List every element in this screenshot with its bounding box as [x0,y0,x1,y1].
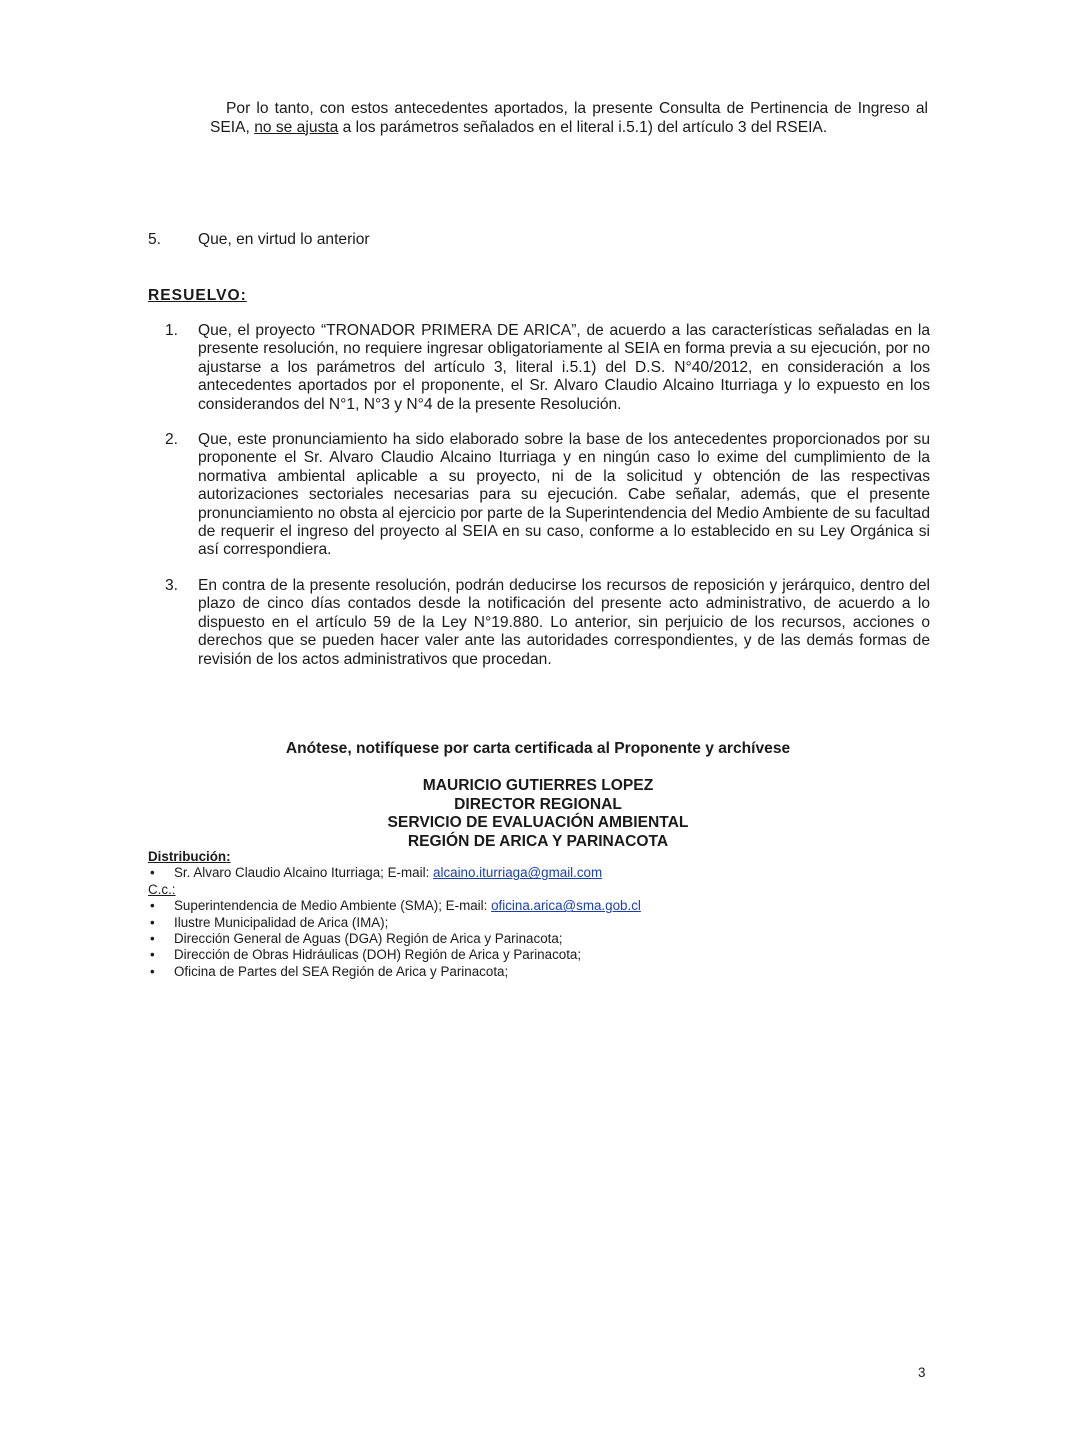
resolution-text: En contra de la presente resolución, podrán deducirse los recursos de reposición y jerárquico, dentro del plazo de cinco días contados desde la notificación del presente acto administrativo, de acuerdo a lo dispuesto en el artículo 59 de la Ley N°19.880. Lo anterior, sin perjuicio de los recursos, acciones o derechos que se pueden hacer valer ante las autoridades correspondientes, y de las demás formas de revisión de los actos administrativos que procedan. [198,576,930,668]
resolution-item-3 [165,577,930,669]
recipient-email-link[interactable]: alcaino.iturriaga@gmail.com [433,865,603,881]
intro-underlined-text: no se ajusta [254,118,339,136]
signatory-title: DIRECTOR REGIONAL [454,795,622,813]
cc-item-text: Ilustre Municipalidad de Arica (IMA); [174,914,389,930]
bullet: • [150,931,155,947]
bullet: • [150,947,155,963]
page-number: 3 [918,1365,926,1380]
signatory-name: MAURICIO GUTIERRES LOPEZ [422,777,654,794]
bullet: • [150,865,155,881]
cc-item [148,915,928,931]
distribution-list [148,865,928,881]
signatory-region: REGIÓN DE ARICA Y PARINACOTA [407,832,669,850]
resolution-number: 3. [165,576,179,594]
resolutions-list [165,322,930,686]
intro-text-part1: Por lo tanto, con estos antecedentes aportados, la presente Consulta de Pertinencia de Ingreso al SEIA, [210,100,928,136]
signatory-service: SERVICIO DE EVALUACIÓN AMBIENTAL [387,814,689,831]
cc-item-text: Dirección General de Aguas (DGA) Región de Arica y Parinacota; [174,931,563,947]
cc-item [148,964,928,980]
resolution-text: Que, el proyecto “TRONADOR PRIMERA DE ARICA”, de acuerdo a las características señaladas en la presente resolución, no requiere ingresar obligatoriamente al SEIA en forma previa a su ejecución, por no ajustarse a los parámetros del artículo 3, literal i.5.1) del D.S. N°40/2012, en consideración a los antecedentes aportados por el proponente, el Sr. Alvaro Claudio Alcaino Iturriaga y lo expuesto en los considerandos del N°1, N°3 y N°4 de la presente Resolución. [198,322,930,413]
cc-sma-email-link[interactable]: oficina.arica@sma.gob.cl [491,898,641,914]
cc-item [148,931,928,947]
distribution-heading: Distribución: [148,849,231,864]
bullet: • [150,963,155,979]
cc-list [148,898,928,980]
distribution-item [148,865,928,881]
cc-heading: C.c.: [148,881,176,897]
cc-sma-text: Superintendencia de Medio Ambiente (SMA); E-mail: [174,898,492,914]
considerando-item-5 [148,231,928,250]
resolution-item-1 [165,322,930,414]
signature-block [148,777,928,851]
cc-item [148,947,928,963]
closing-statement: Anótese, notifíquese por carta certificada al Proponente y archívese [285,740,791,757]
bullet: • [150,898,155,914]
cc-item-text: Oficina de Partes del SEA Región de Arica y Parinacota; [174,963,509,979]
resolution-number: 1. [165,322,179,339]
intro-text-part2: a los parámetros señalados en el literal i.5.1) del artículo 3 del RSEIA. [338,118,828,136]
cc-item [148,898,928,914]
resolution-item-2 [165,431,930,560]
distribution-section [148,849,928,980]
intro-paragraph [210,100,928,137]
item-number: 5. [148,231,162,248]
resuelvo-heading: RESUELVO: [148,287,247,304]
resolution-text: Que, este pronunciamiento ha sido elaborado sobre la base de los antecedentes proporcionados por su proponente el Sr. Alvaro Claudio Alcaino Iturriaga y en ningún caso lo exime del cumplimiento de la normativa ambiental aplicable a su proyecto, ni de la solicitud y obtención de las respectivas autorizaciones sectoriales necesarias para su ejecución. Cabe señalar, además, que el presente pronunciamiento no obsta al ejercicio por parte de la Superintendencia del Medio Ambiente de su facultad de requerir el ingreso del proyecto al SEIA en su caso, conforme a lo establecido en su Ley Orgánica si así correspondiera. [198,431,930,559]
cc-item-text: Dirección de Obras Hidráulicas (DOH) Región de Arica y Parinacota; [174,947,582,963]
resolution-number: 2. [165,431,179,449]
item-text: Que, en virtud lo anterior [198,231,370,248]
bullet: • [150,914,155,930]
recipient-text: Sr. Alvaro Claudio Alcaino Iturriaga; E-mail: [174,865,434,881]
